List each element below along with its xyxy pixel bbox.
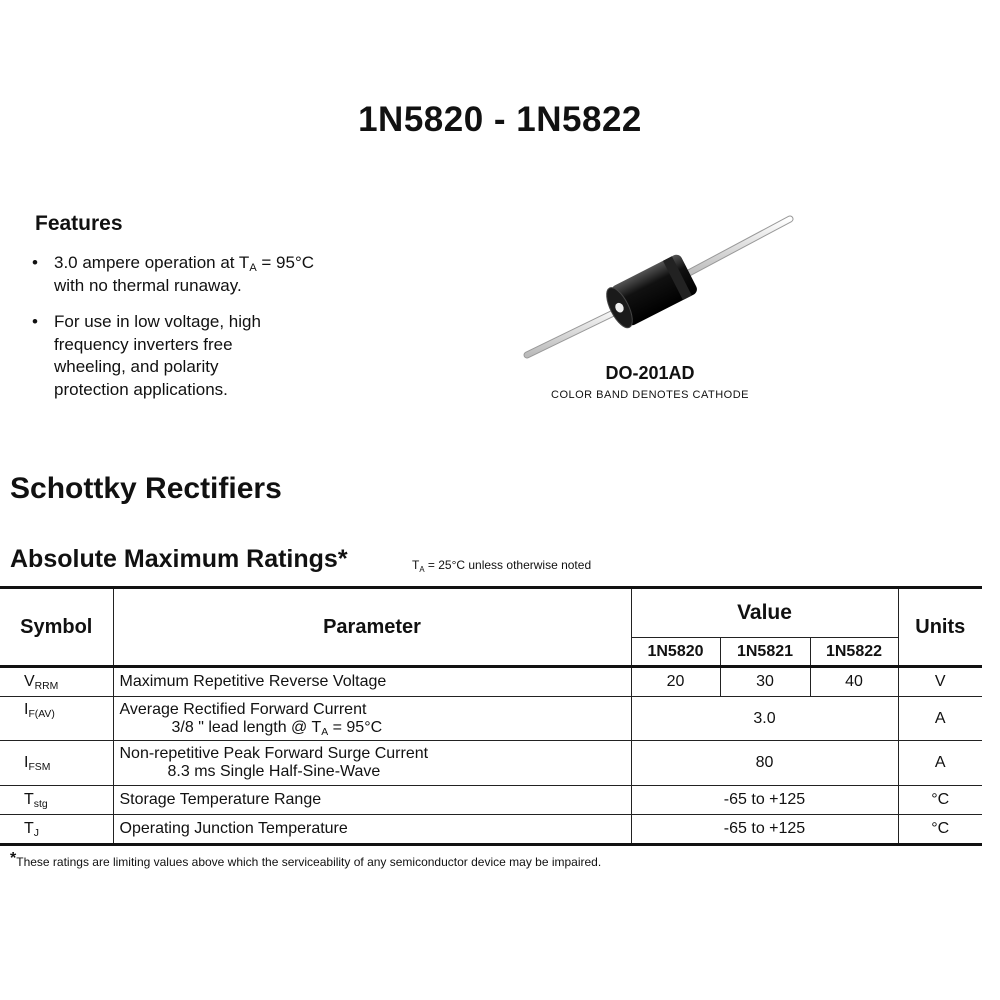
condition-text: T <box>412 558 420 572</box>
table-row <box>0 697 982 741</box>
unit-cell: °C <box>898 815 982 845</box>
feature-item <box>30 252 330 297</box>
feature-text: with no thermal runaway. <box>54 275 242 295</box>
table-row <box>0 786 982 815</box>
feature-text: = 95°C <box>256 253 315 272</box>
symbol-cell: $T_J$ <box>0 815 113 845</box>
header-units: Units <box>898 588 982 667</box>
symbol-cell: $V_{RRM}$ <box>0 667 113 697</box>
features-list <box>30 252 330 415</box>
value-cell: 30 <box>720 667 810 697</box>
ratings-heading: Absolute Maximum Ratings* <box>10 545 348 573</box>
footnote-star: * <box>10 850 17 867</box>
parameter-cell: Average Rectified Forward Current 3/8 " lead length @ $T_A = 95^\circ C$ <box>113 697 631 741</box>
section-title: Schottky Rectifiers <box>10 472 282 505</box>
package-name: DO-201AD <box>605 363 695 383</box>
feature-text: frequency inverters free <box>54 334 233 354</box>
value-cell: 3.0 <box>631 697 898 741</box>
value-cell: -65 to +125 <box>631 786 898 815</box>
condition-text: = 25°C unless otherwise noted <box>424 558 592 572</box>
part-number: 1N5821 <box>720 638 810 667</box>
diode-package-image <box>515 205 805 370</box>
header-parameter: Parameter <box>113 588 631 667</box>
value-cell: -65 to +125 <box>631 815 898 845</box>
table-row <box>0 667 982 697</box>
symbol-cell: $I_{FSM}$ <box>0 741 113 786</box>
part-number: 1N5822 <box>810 638 898 667</box>
header-value: Value <box>631 588 898 638</box>
parameter-cell: Operating Junction Temperature <box>113 815 631 845</box>
value-cell: 20 <box>631 667 720 697</box>
header-symbol: Symbol <box>0 588 113 667</box>
value-cell: 80 <box>631 741 898 786</box>
ratings-table <box>0 586 982 846</box>
package-note: COLOR BAND DENOTES CATHODE <box>551 389 749 401</box>
symbol-cell: $I_{F(AV)}$ <box>0 697 113 741</box>
feature-text: wheeling, and polarity <box>54 357 219 376</box>
condition-subscript: A <box>419 565 425 574</box>
footnote <box>10 850 601 869</box>
bullet-icon: • <box>32 312 38 331</box>
part-number: 1N5820 <box>631 638 720 667</box>
unit-cell: A <box>898 741 982 786</box>
unit-cell: V <box>898 667 982 697</box>
parameter-cell: Maximum Repetitive Reverse Voltage <box>113 667 631 697</box>
unit-cell: °C <box>898 786 982 815</box>
feature-text: For use in low voltage, high <box>54 312 261 331</box>
value-cell: 40 <box>810 667 898 697</box>
table-row <box>0 741 982 786</box>
symbol-cell: $T_{stg}$ <box>0 786 113 815</box>
feature-text: 3.0 ampere operation at T <box>54 253 250 272</box>
parameter-cell: Storage Temperature Range <box>113 786 631 815</box>
table-row <box>0 815 982 845</box>
feature-subscript: A <box>249 262 257 274</box>
ratings-condition <box>412 558 591 572</box>
bullet-icon: • <box>32 253 38 272</box>
parameter-cell: Non-repetitive Peak Forward Surge Current 8.3 ms Single Half-Sine-Wave <box>113 741 631 786</box>
feature-item <box>30 311 330 401</box>
unit-cell: A <box>898 697 982 741</box>
page-title: 1N5820 - 1N5822 <box>358 100 642 139</box>
feature-text: protection applications. <box>54 379 228 399</box>
table-header-row <box>0 588 982 638</box>
footnote-text: These ratings are limiting values above which the serviceability of any semiconductor device may be impaired. <box>16 855 602 869</box>
features-heading: Features <box>35 212 123 235</box>
